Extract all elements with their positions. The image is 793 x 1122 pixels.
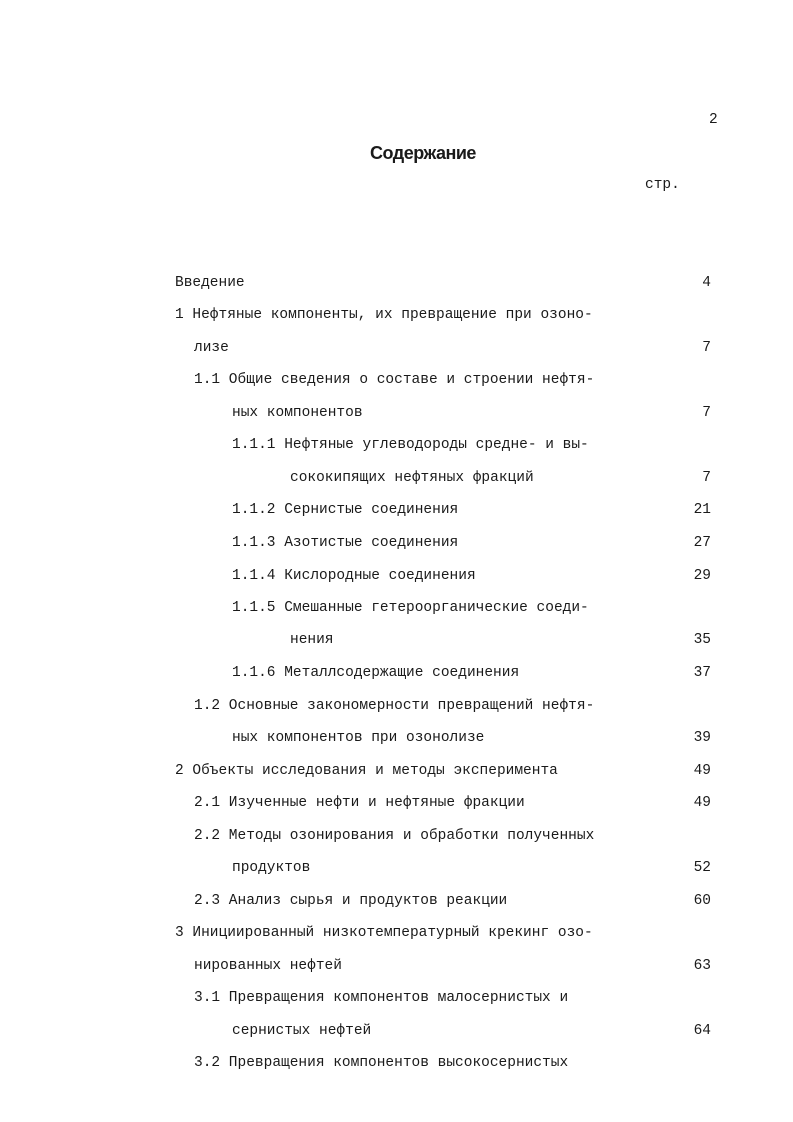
toc-entry: 1.1.5 Смешанные гетероорганические соеди- [232,600,589,616]
toc-page-number: 29 [693,568,711,584]
toc-page-number: 49 [693,795,711,811]
toc-entry: 1.1.3 Азотистые соединения [232,535,459,551]
toc-entry: 1.1.6 Металлсодержащие соединения [232,665,520,681]
toc-entry: ных компонентов [232,405,363,421]
toc-entry: ных компонентов при озонолизе [232,730,485,746]
page-title: Содержание [370,143,476,163]
toc-entry: сернистых нефтей [232,1023,372,1039]
toc-entry: 1.1.4 Кислородные соединения [232,568,476,584]
toc-page-number: 7 [702,405,711,421]
toc-entry: 2.3 Анализ сырья и продуктов реакции [194,893,508,909]
toc-entry: 1.2 Основные закономерности превращений нефтя- [194,698,595,714]
toc-page-number: 7 [702,340,711,356]
toc-page-number: 49 [693,763,711,779]
toc-entry: 2 Объекты исследования и методы эксперимента [175,763,558,779]
toc-page-number: 63 [693,958,711,974]
toc-entry: Введение [175,275,245,291]
toc-entry: 1.1.1 Нефтяные углеводороды средне- и вы- [232,437,589,453]
toc-entry: 1.1 Общие сведения о составе и строении нефтя- [194,372,595,388]
toc-entry: 1.1.2 Сернистые соединения [232,502,459,518]
page-column-label: стр. [645,177,680,193]
toc-page-number: 52 [693,860,711,876]
toc-entry: сококипящих нефтяных фракций [290,470,534,486]
toc-page-number: 37 [693,665,711,681]
page-number: 2 [709,112,718,128]
toc-page-number: 39 [693,730,711,746]
toc-entry: 3.1 Превращения компонентов малосернистых и [194,990,569,1006]
toc-page-number: 60 [693,893,711,909]
toc-page-number: 35 [693,632,711,648]
toc-page-number: 21 [693,502,711,518]
toc-page-number: 7 [702,470,711,486]
toc-page-number: 4 [702,275,711,291]
toc-page-number: 27 [693,535,711,551]
toc-entry: нения [290,632,334,648]
toc-entry: 1 Нефтяные компоненты, их превращение при озоно- [175,307,593,323]
toc-entry: нированных нефтей [194,958,342,974]
toc-entry: 3 Инициированный низкотемпературный крекинг озо- [175,925,593,941]
toc-page-number: 64 [693,1023,711,1039]
toc-entry: 2.1 Изученные нефти и нефтяные фракции [194,795,525,811]
toc-entry: продуктов [232,860,311,876]
toc-entry: 3.2 Превращения компонентов высокосернистых [194,1055,569,1071]
toc-entry: лизе [194,340,229,356]
toc-entry: 2.2 Методы озонирования и обработки полученных [194,828,595,844]
